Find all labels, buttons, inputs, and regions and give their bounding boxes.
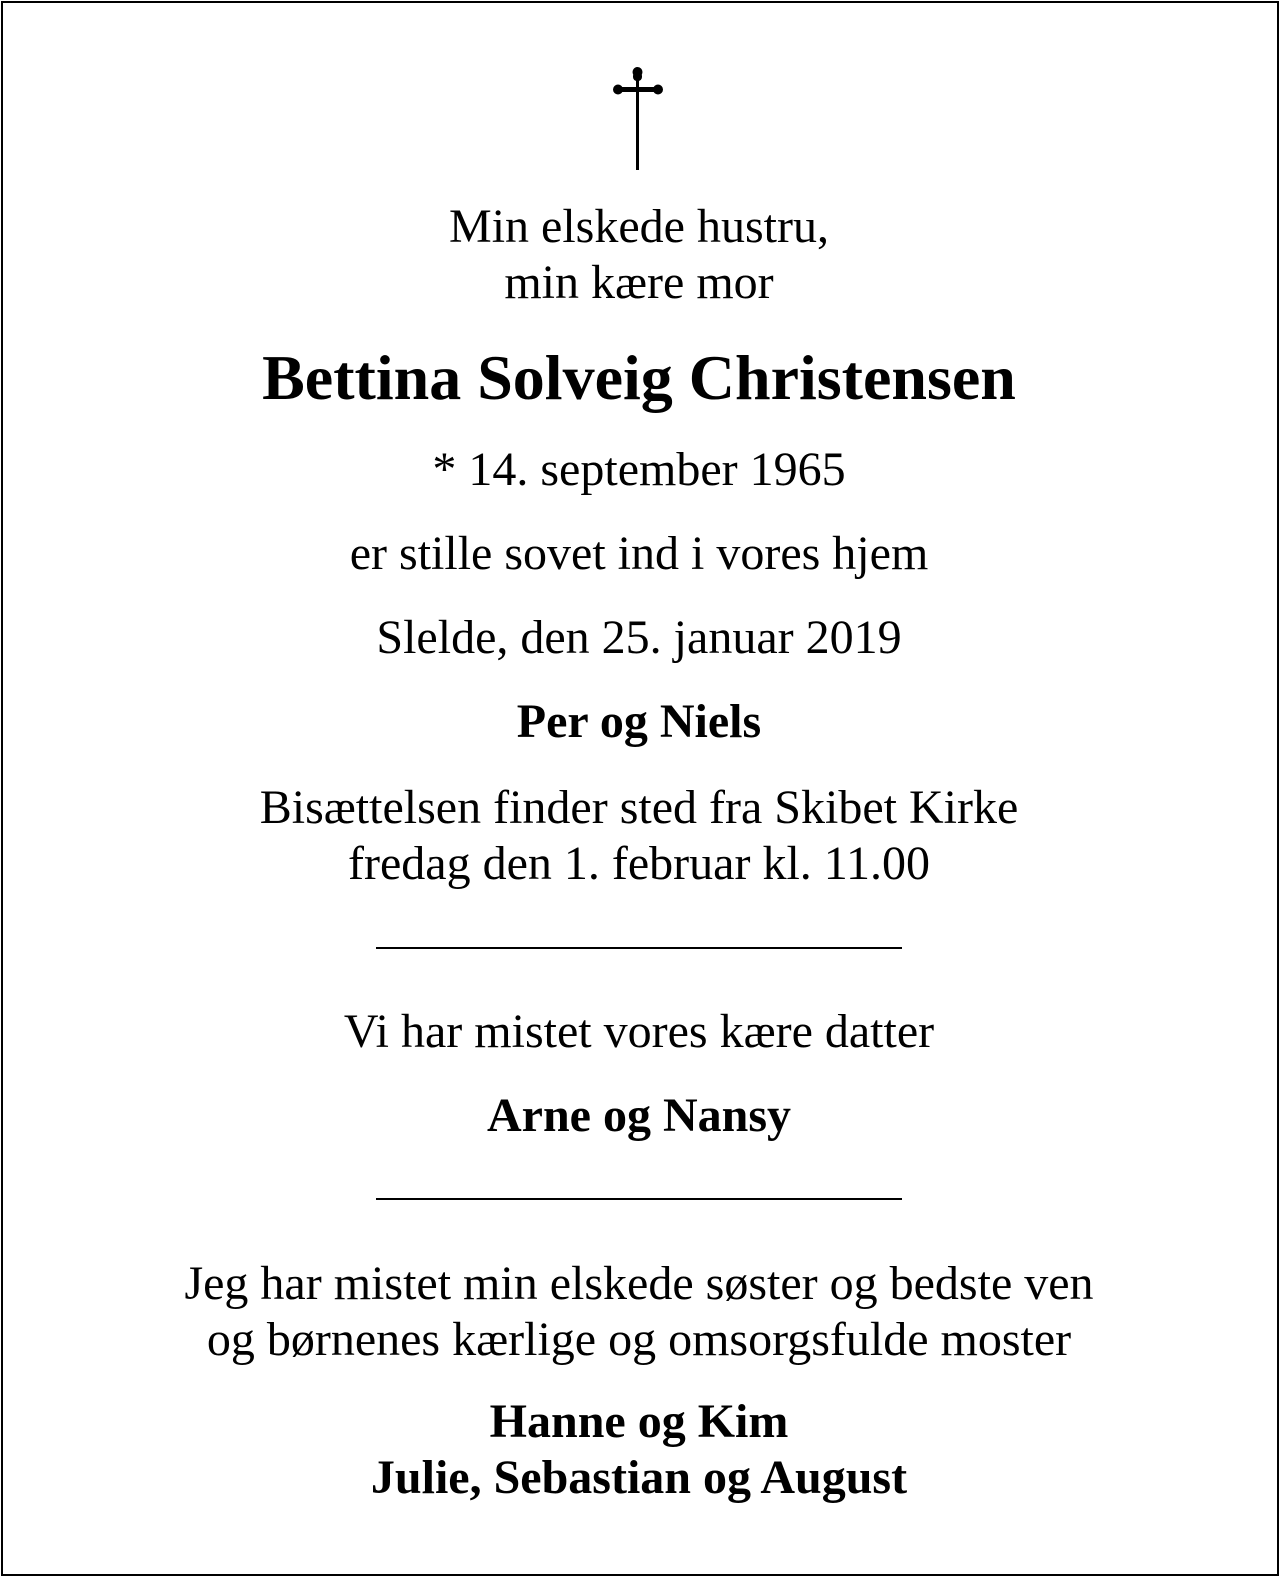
- signers-primary: Per og Niels: [516, 695, 762, 748]
- place-date: Slelde, den 25. januar 2019: [376, 611, 902, 664]
- deceased-name: Bettina Solveig Christensen: [262, 342, 1016, 413]
- section-2-signers: Arne og Nansy: [486, 1089, 791, 1142]
- section-3-text-2: og børnenes kærlige og omsorgsfulde moster: [206, 1313, 1072, 1366]
- intro-line-2: min kære mor: [504, 256, 774, 309]
- divider: [376, 947, 902, 949]
- intro-line-1: Min elskede hustru,: [449, 200, 829, 253]
- cross-icon: [612, 64, 664, 170]
- funeral-line-1: Bisættelsen finder sted fra Skibet Kirke: [259, 781, 1019, 834]
- section-3-signers-2: Julie, Sebastian og August: [370, 1451, 908, 1504]
- divider: [376, 1198, 902, 1200]
- funeral-line-2: fredag den 1. februar kl. 11.00: [348, 837, 930, 890]
- birth-date: * 14. september 1965: [432, 443, 846, 496]
- section-3-signers-1: Hanne og Kim: [489, 1395, 789, 1448]
- section-3-text-1: Jeg har mistet min elskede søster og bedste ven: [184, 1257, 1094, 1310]
- death-phrase: er stille sovet ind i vores hjem: [349, 527, 929, 580]
- section-2-text: Vi har mistet vores kære datter: [343, 1005, 935, 1058]
